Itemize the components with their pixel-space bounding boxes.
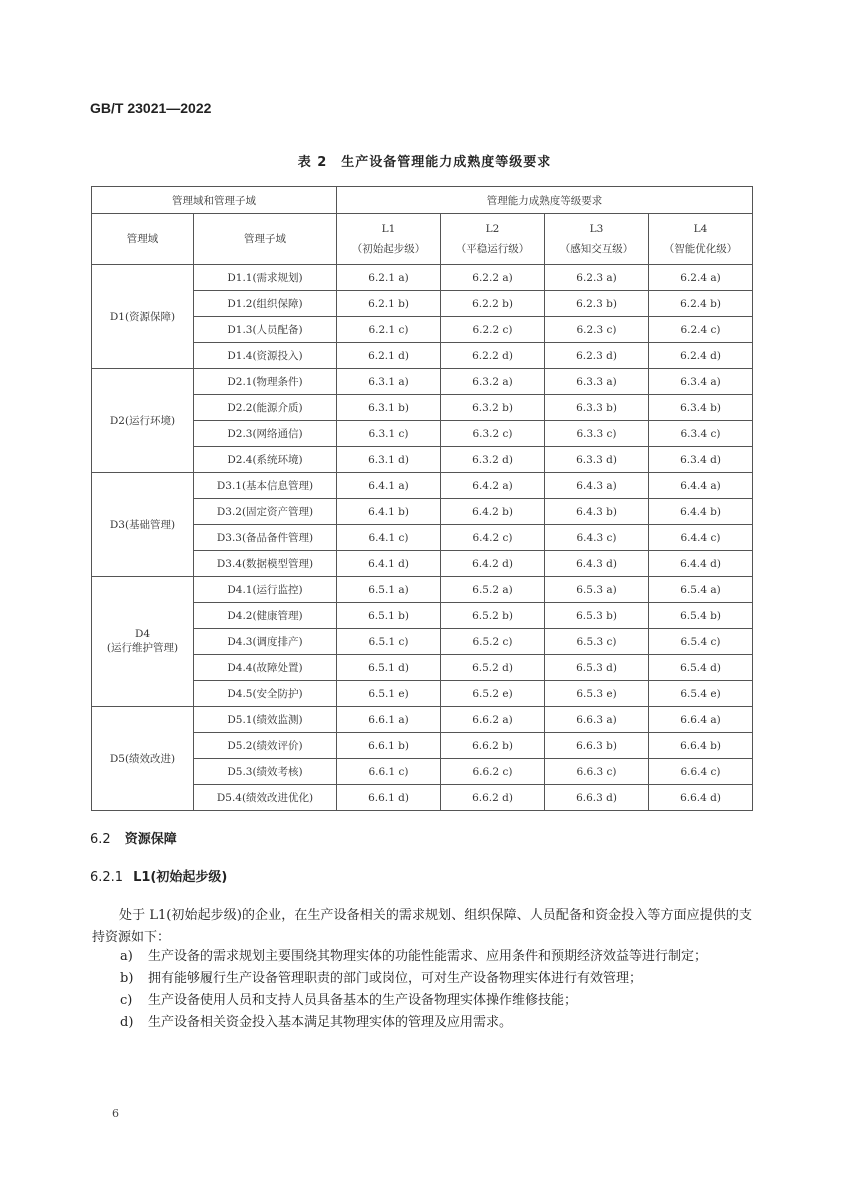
subdomain-cell: D5.2(绩效评价) [194, 733, 337, 759]
group-header-right: 管理能力成熟度等级要求 [337, 187, 753, 214]
requirement-ref-cell: 6.6.2 a) [441, 707, 545, 733]
requirement-ref-cell: 6.4.3 a) [545, 473, 649, 499]
subdomain-cell: D5.1(绩效监测) [194, 707, 337, 733]
table-row [92, 265, 753, 291]
domain-cell [92, 707, 194, 811]
requirement-ref-cell: 6.3.1 b) [337, 395, 441, 421]
requirement-ref-cell: 6.5.2 c) [441, 629, 545, 655]
level-header-l4 [649, 214, 753, 265]
requirement-ref-cell: 6.2.2 a) [441, 265, 545, 291]
section-title: 资源保障 [124, 832, 177, 847]
domain-cell [92, 369, 194, 473]
requirement-ref-cell: 6.6.4 a) [649, 707, 753, 733]
requirement-ref-cell: 6.4.4 d) [649, 551, 753, 577]
requirement-ref-cell: 6.3.2 d) [441, 447, 545, 473]
requirement-ref-cell: 6.2.4 b) [649, 291, 753, 317]
table-row [92, 369, 753, 395]
list-text: 生产设备的需求规划主要围绕其物理实体的功能性能需求、应用条件和预期经济效益等进行制定； [148, 949, 708, 964]
subdomain-cell: D1.4(资源投入) [194, 343, 337, 369]
domain-name-line2: (运行维护管理) [106, 642, 179, 654]
col-subdomain-header: 管理子域 [194, 214, 337, 265]
list-marker: d) [120, 1015, 134, 1030]
level-name: （初始起步级） [351, 243, 426, 255]
requirement-ref-cell: 6.5.4 b) [649, 603, 753, 629]
requirement-ref-cell: 6.4.1 c) [337, 525, 441, 551]
requirement-ref-cell: 6.5.2 d) [441, 655, 545, 681]
requirement-ref-cell: 6.6.2 d) [441, 785, 545, 811]
requirement-ref-cell: 6.5.1 e) [337, 681, 441, 707]
requirement-ref-cell: 6.5.4 e) [649, 681, 753, 707]
level-code: L1 [381, 223, 396, 235]
requirement-ref-cell: 6.2.3 a) [545, 265, 649, 291]
requirement-ref-cell: 6.4.2 a) [441, 473, 545, 499]
requirement-ref-cell: 6.3.3 c) [545, 421, 649, 447]
requirement-ref-cell: 6.4.4 a) [649, 473, 753, 499]
level-header-l3 [545, 214, 649, 265]
requirement-ref-cell: 6.3.1 a) [337, 369, 441, 395]
subdomain-cell: D2.3(网络通信) [194, 421, 337, 447]
subsection-number: 6.2.1 [90, 870, 124, 885]
requirement-ref-cell: 6.4.2 c) [441, 525, 545, 551]
requirement-ref-cell: 6.4.4 c) [649, 525, 753, 551]
subdomain-cell: D3.3(备品备件管理) [194, 525, 337, 551]
requirement-ref-cell: 6.3.3 d) [545, 447, 649, 473]
domain-name: D2(运行环境) [109, 415, 176, 427]
maturity-requirements-table [91, 186, 753, 811]
requirement-ref-cell: 6.5.4 a) [649, 577, 753, 603]
requirement-ref-cell: 6.5.1 c) [337, 629, 441, 655]
requirement-ref-cell: 6.4.1 a) [337, 473, 441, 499]
requirement-ref-cell: 6.6.4 d) [649, 785, 753, 811]
requirement-ref-cell: 6.2.1 b) [337, 291, 441, 317]
requirement-ref-cell: 6.2.4 d) [649, 343, 753, 369]
requirement-ref-cell: 6.4.2 b) [441, 499, 545, 525]
subdomain-cell: D4.1(运行监控) [194, 577, 337, 603]
table-row [92, 707, 753, 733]
subdomain-cell: D4.2(健康管理) [194, 603, 337, 629]
section-number: 6.2 [90, 832, 111, 847]
subdomain-cell: D1.3(人员配备) [194, 317, 337, 343]
requirement-ref-cell: 6.6.1 d) [337, 785, 441, 811]
requirement-ref-cell: 6.5.3 d) [545, 655, 649, 681]
level-name: （平稳运行级） [455, 243, 530, 255]
subdomain-cell: D1.2(组织保障) [194, 291, 337, 317]
subsection-heading [90, 866, 227, 885]
list-item [120, 968, 752, 990]
requirement-ref-cell: 6.5.2 b) [441, 603, 545, 629]
requirement-ref-cell: 6.5.2 e) [441, 681, 545, 707]
subdomain-cell: D3.2(固定资产管理) [194, 499, 337, 525]
domain-name: D3(基础管理) [109, 519, 176, 531]
requirement-ref-cell: 6.4.2 d) [441, 551, 545, 577]
table-row [92, 473, 753, 499]
requirement-ref-cell: 6.6.2 b) [441, 733, 545, 759]
subdomain-cell: D3.4(数据模型管理) [194, 551, 337, 577]
subdomain-cell: D4.4(故障处置) [194, 655, 337, 681]
standard-id: GB/T 23021—2022 [90, 100, 212, 116]
requirement-ref-cell: 6.2.1 c) [337, 317, 441, 343]
requirement-ref-cell: 6.2.2 d) [441, 343, 545, 369]
subdomain-cell: D2.1(物理条件) [194, 369, 337, 395]
requirement-ref-cell: 6.6.1 b) [337, 733, 441, 759]
intro-paragraph: 处于 L1(初始起步级)的企业，在生产设备相关的需求规划、组织保障、人员配备和资金投入等方面应提供的支持资源如下： [92, 908, 752, 945]
requirement-ref-cell: 6.5.1 b) [337, 603, 441, 629]
domain-name: D1(资源保障) [109, 311, 176, 323]
list-item [120, 1012, 752, 1034]
domain-name: D5(绩效改进) [109, 753, 176, 765]
requirement-ref-cell: 6.2.4 c) [649, 317, 753, 343]
requirement-ref-cell: 6.3.2 a) [441, 369, 545, 395]
requirement-ref-cell: 6.6.2 c) [441, 759, 545, 785]
requirement-ref-cell: 6.5.3 e) [545, 681, 649, 707]
requirement-ref-cell: 6.3.4 d) [649, 447, 753, 473]
requirement-ref-cell: 6.4.3 d) [545, 551, 649, 577]
requirement-ref-cell: 6.4.4 b) [649, 499, 753, 525]
requirement-ref-cell: 6.5.4 d) [649, 655, 753, 681]
list-marker: b) [120, 971, 134, 986]
requirement-ref-cell: 6.6.3 b) [545, 733, 649, 759]
requirement-ref-cell: 6.3.4 a) [649, 369, 753, 395]
requirement-ref-cell: 6.5.3 a) [545, 577, 649, 603]
list-marker: c) [120, 993, 133, 1008]
level-code: L2 [485, 223, 500, 235]
group-header-left: 管理域和管理子域 [92, 187, 337, 214]
subdomain-cell: D2.4(系统环境) [194, 447, 337, 473]
requirement-ref-cell: 6.6.1 a) [337, 707, 441, 733]
requirement-ref-cell: 6.3.4 c) [649, 421, 753, 447]
table-body [92, 265, 753, 811]
requirement-ref-cell: 6.5.1 d) [337, 655, 441, 681]
domain-cell [92, 473, 194, 577]
subdomain-cell: D5.4(绩效改进优化) [194, 785, 337, 811]
list-text: 生产设备相关资金投入基本满足其物理实体的管理及应用需求。 [148, 1015, 513, 1030]
list-item [120, 946, 752, 968]
subdomain-cell: D2.2(能源介质) [194, 395, 337, 421]
domain-cell [92, 577, 194, 707]
requirement-ref-cell: 6.2.2 b) [441, 291, 545, 317]
level-header-l1 [337, 214, 441, 265]
list-marker: a) [120, 949, 133, 964]
requirement-ref-cell: 6.3.4 b) [649, 395, 753, 421]
requirement-ref-cell: 6.3.2 b) [441, 395, 545, 421]
requirement-ref-cell: 6.5.4 c) [649, 629, 753, 655]
subdomain-cell: D3.1(基本信息管理) [194, 473, 337, 499]
requirement-ref-cell: 6.6.3 d) [545, 785, 649, 811]
requirement-ref-cell: 6.2.4 a) [649, 265, 753, 291]
page-number: 6 [112, 1107, 119, 1120]
requirement-ref-cell: 6.3.1 c) [337, 421, 441, 447]
subdomain-cell: D4.5(安全防护) [194, 681, 337, 707]
requirement-ref-cell: 6.2.3 c) [545, 317, 649, 343]
requirement-ref-cell: 6.2.3 b) [545, 291, 649, 317]
requirement-ref-cell: 6.5.3 b) [545, 603, 649, 629]
requirement-ref-cell: 6.6.3 c) [545, 759, 649, 785]
subsection-title: L1(初始起步级) [133, 870, 228, 885]
requirement-ref-cell: 6.6.4 b) [649, 733, 753, 759]
domain-cell [92, 265, 194, 369]
level-name: （感知交互级） [559, 243, 634, 255]
level-code: L3 [589, 223, 604, 235]
requirement-ref-cell: 6.4.3 c) [545, 525, 649, 551]
table-title: 表 2 生产设备管理能力成熟度等级要求 [297, 155, 552, 170]
requirement-ref-cell: 6.3.1 d) [337, 447, 441, 473]
requirement-ref-cell: 6.2.2 c) [441, 317, 545, 343]
requirement-ref-cell: 6.3.2 c) [441, 421, 545, 447]
requirement-ref-cell: 6.5.1 a) [337, 577, 441, 603]
col-domain-header: 管理域 [92, 214, 194, 265]
subdomain-cell: D5.3(绩效考核) [194, 759, 337, 785]
requirement-ref-cell: 6.6.4 c) [649, 759, 753, 785]
domain-name: D4 [134, 628, 151, 640]
requirement-ref-cell: 6.5.3 c) [545, 629, 649, 655]
section-heading [90, 828, 177, 847]
subdomain-cell: D1.1(需求规划) [194, 265, 337, 291]
level-name: （智能优化级） [663, 243, 738, 255]
requirement-ref-cell: 6.2.1 d) [337, 343, 441, 369]
list-item [120, 990, 752, 1012]
requirement-ref-cell: 6.4.1 d) [337, 551, 441, 577]
requirement-ref-cell: 6.4.1 b) [337, 499, 441, 525]
requirement-ref-cell: 6.6.1 c) [337, 759, 441, 785]
requirement-ref-cell: 6.3.3 b) [545, 395, 649, 421]
level-header-l2 [441, 214, 545, 265]
table-row [92, 577, 753, 603]
requirement-ref-cell: 6.2.1 a) [337, 265, 441, 291]
subdomain-cell: D4.3(调度排产) [194, 629, 337, 655]
list-text: 拥有能够履行生产设备管理职责的部门或岗位，可对生产设备物理实体进行有效管理； [148, 971, 643, 986]
list-text: 生产设备使用人员和支持人员具备基本的生产设备物理实体操作维修技能； [148, 993, 578, 1008]
requirement-ref-cell: 6.3.3 a) [545, 369, 649, 395]
level-code: L4 [693, 223, 708, 235]
requirement-ref-cell: 6.6.3 a) [545, 707, 649, 733]
requirement-list [120, 946, 752, 1034]
requirement-ref-cell: 6.4.3 b) [545, 499, 649, 525]
requirement-ref-cell: 6.5.2 a) [441, 577, 545, 603]
requirement-ref-cell: 6.2.3 d) [545, 343, 649, 369]
